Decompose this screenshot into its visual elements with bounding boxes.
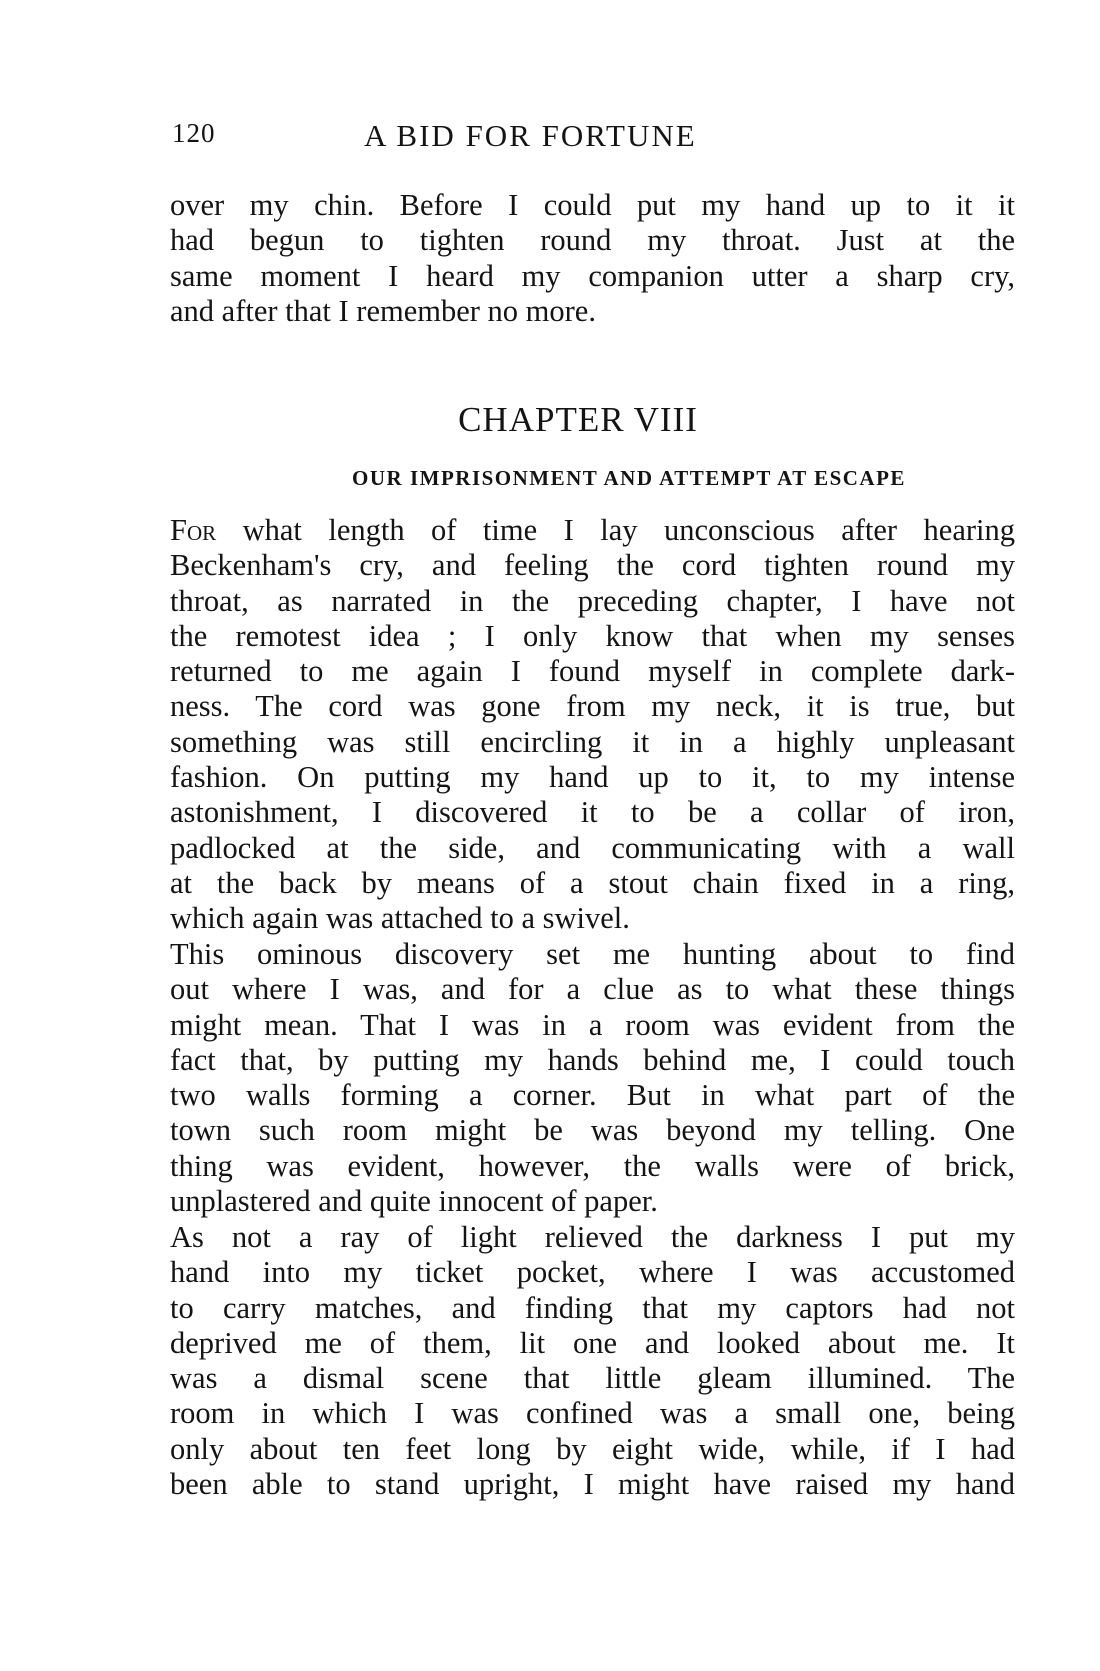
text-line: the remotest idea ; I only know that when my senses — [170, 618, 1015, 653]
book-title: A BID FOR FORTUNE — [364, 118, 697, 153]
text-line: been able to stand upright, I might have raised my hand — [170, 1467, 1015, 1502]
text-line-first — [170, 513, 1015, 548]
text-line: fashion. On putting my hand up to it, to my intense — [170, 760, 1015, 795]
text-line: was a dismal scene that little gleam illumined. The — [170, 1361, 1015, 1396]
text-line: hand into my ticket pocket, where I was accustomed — [170, 1255, 1015, 1290]
text-line: same moment I heard my companion utter a sharp cry, — [170, 258, 1015, 293]
text-line: Beckenham's cry, and feeling the cord tighten round my — [170, 548, 1015, 583]
text-line: over my chin. Before I could put my hand up to it it — [170, 188, 1015, 222]
text-line: and after that I remember no more. — [170, 293, 596, 328]
text-line: to carry matches, and finding that my captors had not — [170, 1290, 1015, 1325]
paragraph-opening — [170, 513, 1015, 937]
opening-word: For — [170, 513, 217, 547]
first-line-rest: what length of time I lay unconscious after hearing — [216, 513, 1015, 547]
text-line: astonishment, I discovered it to be a collar of iron, — [170, 795, 1015, 830]
text-line: out where I was, and for a clue as to what these things — [170, 972, 1015, 1007]
text-line: As not a ray of light relieved the darkness I put my — [170, 1220, 1015, 1254]
text-line: which again was attached to a swivel. — [170, 901, 630, 936]
text-line: thing was evident, however, the walls were of brick, — [170, 1148, 1015, 1183]
text-line: padlocked at the side, and communicating with a wall — [170, 830, 1015, 865]
text-line: throat, as narrated in the preceding chapter, I have not — [170, 583, 1015, 618]
text-line: ness. The cord was gone from my neck, it is true, but — [170, 689, 1015, 724]
running-head — [172, 118, 1012, 158]
text-line: might mean. That I was in a room was evident from the — [170, 1007, 1015, 1042]
paragraph — [170, 937, 1015, 1219]
text-line: something was still encircling it in a highly unpleasant — [170, 724, 1015, 759]
text-line: unplastered and quite innocent of paper. — [170, 1184, 658, 1219]
text-line: at the back by means of a stout chain fixed in a ring, — [170, 865, 1015, 900]
text-line: This ominous discovery set me hunting about to find — [170, 937, 1015, 971]
paragraph-continued — [170, 188, 1015, 329]
page-number: 120 — [172, 118, 216, 148]
text-line: fact that, by putting my hands behind me, I could touch — [170, 1042, 1015, 1077]
paragraph — [170, 1220, 1015, 1502]
text-line: town such room might be was beyond my telling. One — [170, 1113, 1015, 1148]
chapter-subtitle: OUR IMPRISONMENT AND ATTEMPT AT ESCAPE — [352, 466, 906, 490]
text-line: room in which I was confined was a small one, being — [170, 1396, 1015, 1431]
text-line: deprived me of them, lit one and looked about me. It — [170, 1325, 1015, 1360]
text-line: only about ten feet long by eight wide, while, if I had — [170, 1431, 1015, 1466]
text-line: returned to me again I found myself in complete dark- — [170, 654, 1015, 689]
chapter-title: CHAPTER VIII — [458, 400, 698, 439]
text-line: two walls forming a corner. But in what part of the — [170, 1078, 1015, 1113]
text-line: had begun to tighten round my throat. Just at the — [170, 223, 1015, 258]
